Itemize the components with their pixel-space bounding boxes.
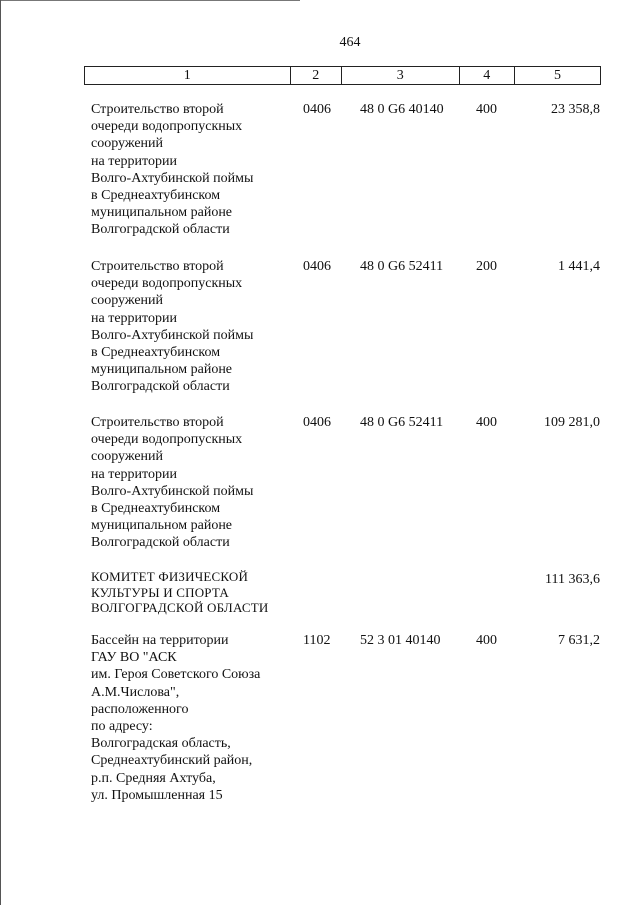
description-line: очереди водопропускных	[91, 119, 243, 135]
expense-type: 400	[476, 102, 497, 117]
target-article-code: 52 3 01 40140	[360, 633, 441, 648]
section-code: 0406	[303, 102, 331, 117]
description-line: Среднеахтубинский район,	[91, 753, 253, 769]
description-line: на территории	[91, 466, 177, 482]
target-article-code: 48 0 G6 40140	[360, 102, 444, 117]
description-line: муниципальном районе	[91, 362, 233, 378]
page-left-edge	[0, 0, 1, 905]
amount: 111 363,6	[545, 572, 600, 587]
section-code: 1102	[303, 633, 331, 648]
description-line: ГАУ ВО "АСК	[91, 650, 177, 666]
expense-type: 200	[476, 259, 497, 274]
description-line: сооружений	[91, 449, 164, 465]
description-line: в Среднеахтубинском	[91, 501, 221, 517]
amount: 7 631,2	[558, 633, 600, 648]
amount: 1 441,4	[558, 259, 600, 274]
department-name	[91, 569, 268, 616]
column-header-3: 3	[341, 67, 459, 85]
description-line: им. Героя Советского Союза	[91, 667, 261, 683]
description-line: Строительство второй	[91, 259, 224, 274]
description-line: КОМИТЕТ ФИЗИЧЕСКОЙ	[91, 569, 249, 584]
description-line: ул. Промышленная 15	[91, 787, 223, 803]
expense-type: 400	[476, 633, 497, 648]
description-line: по адресу:	[91, 719, 153, 735]
description-line: Строительство второй	[91, 102, 224, 117]
amount: 23 358,8	[551, 102, 600, 117]
description-line: Волгоградская область,	[91, 736, 231, 752]
row-description	[91, 414, 291, 552]
description-line: А.М.Числова",	[91, 684, 180, 700]
description-line: в Среднеахтубинском	[91, 188, 221, 204]
description-line: муниципальном районе	[91, 518, 233, 534]
description-line: Волго-Ахтубинской поймы	[91, 327, 254, 343]
column-header-5: 5	[514, 67, 600, 85]
target-article-code: 48 0 G6 52411	[360, 259, 444, 274]
row-description	[91, 632, 291, 804]
column-header-2: 2	[290, 67, 341, 85]
description-line: р.п. Средняя Ахтуба,	[91, 770, 216, 786]
description-line: Волго-Ахтубинской поймы	[91, 483, 254, 499]
description-line: Строительство второй	[91, 415, 224, 430]
description-line: очереди водопропускных	[91, 276, 243, 292]
column-header-row	[85, 67, 601, 85]
description-line: в Среднеахтубинском	[91, 345, 221, 361]
description-line: муниципальном районе	[91, 205, 233, 221]
description-line: Волгоградской области	[91, 379, 230, 395]
page-top-edge	[0, 0, 300, 1]
description-line: ВОЛГОГРАДСКОЙ ОБЛАСТИ	[91, 600, 269, 615]
page-number: 464	[339, 35, 361, 50]
row-description	[91, 258, 291, 396]
description-line: КУЛЬТУРЫ И СПОРТА	[91, 584, 229, 600]
column-header-table	[84, 66, 601, 85]
description-line: сооружений	[91, 293, 164, 309]
description-line: Бассейн на территории	[91, 633, 229, 648]
expense-type: 400	[476, 415, 497, 430]
description-line: Волгоградской области	[91, 535, 230, 551]
row-description	[91, 101, 291, 239]
column-header-4: 4	[459, 67, 514, 85]
column-header-1: 1	[85, 67, 291, 85]
description-line: расположенного	[91, 701, 189, 717]
section-code: 0406	[303, 415, 331, 430]
description-line: Волгоградской области	[91, 222, 230, 238]
description-line: Волго-Ахтубинской поймы	[91, 170, 254, 186]
description-line: на территории	[91, 153, 177, 169]
description-line: сооружений	[91, 136, 164, 152]
description-line: очереди водопропускных	[91, 432, 243, 448]
target-article-code: 48 0 G6 52411	[360, 415, 444, 430]
amount: 109 281,0	[544, 415, 600, 430]
section-code: 0406	[303, 259, 331, 274]
description-line: на территории	[91, 310, 177, 326]
